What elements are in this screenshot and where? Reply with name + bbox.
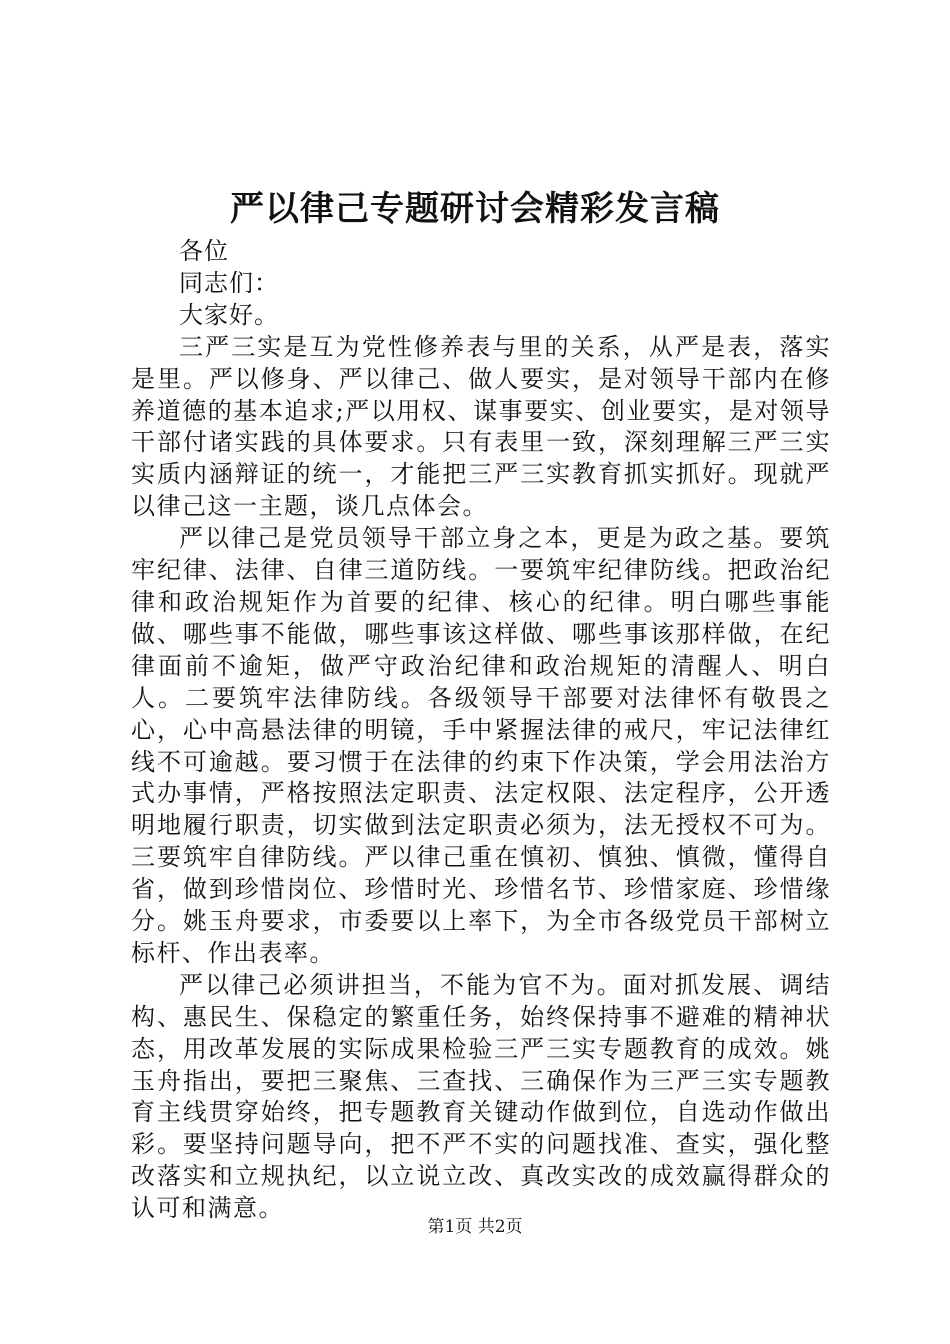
page-number-footer: 第1页 共2页 [427, 1217, 523, 1237]
greeting-line: 大家好。 [179, 300, 279, 329]
body-paragraph: 三严三实是互为党性修养表与里的关系，从严是表，落实是里。严以修身、严以律己、做人要实，是对领导干部内在修养道德的基本追求;严以用权、谋事要实、创业要实，是对领导干部付诸实践的具体要求。只有表里一致，深刻理解三严三实实质内涵辩证的统一，才能把三严三实教育抓实抓好。现就严以律己这一主题，谈几点体会。 [131, 332, 831, 521]
document-body [131, 236, 831, 1225]
body-paragraph: 严以律己必须讲担当，不能为官不为。面对抓发展、调结构、惠民生、保稳定的繁重任务，始终保持事不避难的精神状态，用改革发展的实际成果检验三严三实专题教育的成效。姚玉舟指出，要把三聚焦、三查找、三确保作为三严三实专题教育主线贯穿始终，把专题教育关键动作做到位，自选动作做出彩。要坚持问题导向，把不严不实的问题找准、查实，强化整改落实和立规执纪，以立说立改、真改实改的成效赢得群众的认可和满意。 [131, 970, 831, 1223]
greeting-line: 同志们： [179, 268, 279, 297]
greeting-line: 各位 [179, 237, 229, 265]
body-paragraph: 严以律己是党员领导干部立身之本，更是为政之基。要筑牢纪律、法律、自律三道防线。一要筑牢纪律防线。把政治纪律和政治规矩作为首要的纪律、核心的纪律。明白哪些事能做、哪些事不能做，哪些事该这样做、哪些事该那样做，在纪律面前不逾矩，做严守政治纪律和政治规矩的清醒人、明白人。二要筑牢法律防线。各级领导干部要对法律怀有敬畏之心，心中高悬法律的明镜，手中紧握法律的戒尺，牢记法律红线不可逾越。要习惯于在法律的约束下作决策，学会用法治方式办事情，严格按照法定职责、法定权限、法定程序，公开透明地履行职责，切实做到法定职责必须为，法无授权不可为。三要筑牢自律防线。严以律己重在慎初、慎独、慎微，懂得自省，做到珍惜岗位、珍惜时光、珍惜名节、珍惜家庭、珍惜缘分。姚玉舟要求，市委要以上率下，为全市各级党员干部树立标杆、作出表率。 [131, 524, 831, 967]
document-title: 严以律己专题研讨会精彩发言稿 [230, 189, 720, 229]
